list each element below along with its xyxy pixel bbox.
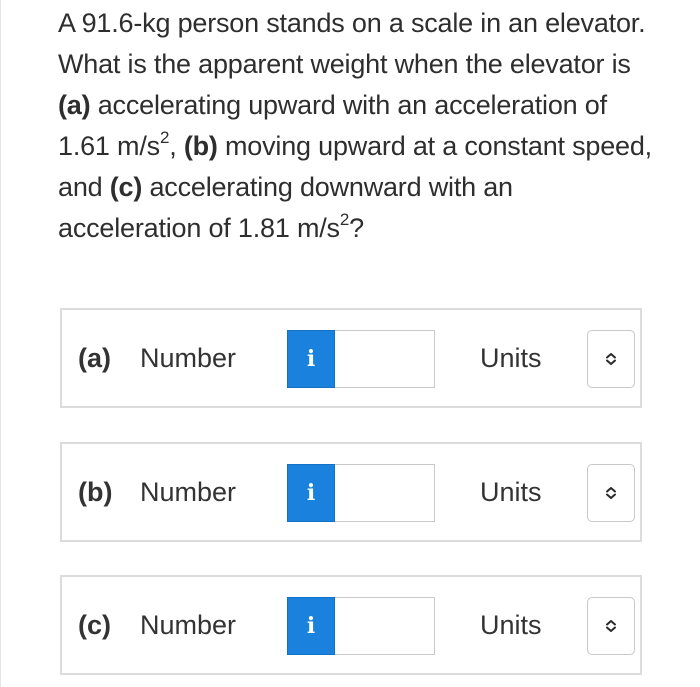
answer-box-b (60, 442, 642, 542)
question-part-1: A 91.6-kg person stands on a scale in an elevator. What is the apparent weight when the elevator is (58, 8, 646, 79)
part-label: (b) (78, 477, 113, 507)
question-part-5: accelerating downward with an acceleration of 1.81 m/s (58, 172, 513, 243)
answer-box-c (60, 575, 642, 675)
info-icon: i (306, 480, 316, 506)
question-part-3: , (169, 131, 184, 161)
info-button[interactable] (287, 464, 335, 522)
label-c: (c) (109, 172, 143, 202)
info-button[interactable] (287, 597, 335, 655)
number-input[interactable] (335, 330, 435, 388)
label-b: (b) (183, 131, 218, 161)
units-dropdown[interactable] (587, 597, 635, 655)
question-text (58, 3, 658, 249)
number-input[interactable] (335, 464, 435, 522)
answer-box-a (60, 308, 642, 408)
info-button[interactable] (287, 330, 335, 388)
number-label: Number (140, 477, 237, 507)
question-part-4: moving upward at a constant speed, and (58, 131, 652, 202)
question-part-2: accelerating upward with an acceleration of 1.61 m/s (58, 90, 607, 161)
exponent-1: 2 (159, 128, 170, 147)
up-down-chevron-icon (604, 486, 618, 500)
units-label: Units (480, 477, 542, 507)
units-label: Units (480, 343, 542, 373)
info-icon: i (306, 613, 316, 639)
number-label: Number (140, 343, 237, 373)
exponent-2: 2 (339, 210, 350, 229)
up-down-chevron-icon (604, 619, 618, 633)
number-label: Number (140, 610, 237, 640)
units-dropdown[interactable] (587, 464, 635, 522)
units-dropdown[interactable] (587, 330, 635, 388)
part-label: (c) (78, 610, 111, 640)
units-label: Units (480, 610, 542, 640)
label-a: (a) (58, 90, 91, 120)
info-icon: i (306, 346, 316, 372)
number-input[interactable] (335, 597, 435, 655)
up-down-chevron-icon (604, 352, 618, 366)
part-label: (a) (78, 343, 111, 373)
question-part-6: ? (349, 213, 364, 243)
